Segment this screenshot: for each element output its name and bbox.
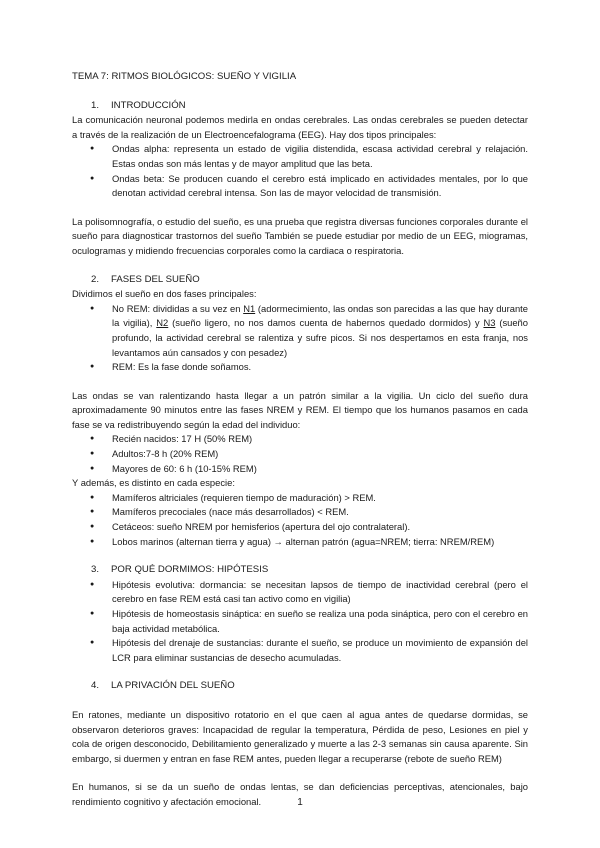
paragraph-fases-intro: Dividimos el sueño en dos fases principales: [72,288,257,300]
bullet-list-hipotesis [72,578,528,666]
paragraph-humanos: En humanos, si se da un sueño de ondas lentas, se dan deficiencias perceptivas, atencionales, bajo rendimiento cognitivo y afectación emocional. [72,781,528,807]
list-item-nrem: ● No REM: divididas a su vez en N1 (adormecimiento, las ondas son parecidas a las que hay durante la vigilia), N2 (sueño ligero, no nos damos cuenta de habernos quedado dormidos) y N3 (sueño profundo, la actividad cerebral se ralentiza y sufre picos. Si nos despertamos en esta franja, nos levantamos aún cansados y con pesadez) [72,302,528,360]
list-item: ● Mayores de 60: 6 h (10-15% REM) [72,462,528,477]
paragraph-polisomnografia: La polisomnografía, o estudio del sueño, es una prueba que registra diversas funciones corporales durante el sueño para diagnosticar trastornos del sueño También se puede estudiar por medio de un EEG, miogramas, oculogramas y midiendo frecuencias corporales como la cardiaca o respiratoria. [72,215,528,256]
n3-label: N3 [483,317,496,329]
section-heading-hipotesis [91,563,528,578]
list-item: ● Adultos:7-8 h (20% REM) [72,447,528,462]
section-title: LA PRIVACIÓN DEL SUEÑO [111,680,235,692]
list-item: ● Lobos marinos (alternan tierra y agua) → alternan patrón (agua=NREM; tierra: NREM/REM) [72,535,528,550]
paragraph-ciclo: Las ondas se van ralentizando hasta llegar a un patrón similar a la vigilia. Un ciclo del sueño dura aproximadamente 90 minutos entre las fases NREM y REM. El tiempo que los humanos pasamos en cada fase se va redistribuyendo según la edad del individuo: [72,389,528,430]
section-title: INTRODUCCIÓN [111,99,186,111]
document-title: TEMA 7: RITMOS BIOLÓGICOS: SUEÑO Y VIGILIA [72,71,297,82]
section-title: FASES DEL SUEÑO [111,273,200,285]
section-heading-fases [91,273,528,288]
bullet-list-especies [72,491,528,549]
section-number: 1. [91,99,100,111]
list-item: ● Hipótesis del drenaje de sustancias: durante el sueño, se produce un movimiento de expansión del LCR para eliminar sustancias de desecho acumuladas. [72,636,528,665]
list-item-rem: ● REM: Es la fase donde soñamos. [72,360,528,375]
list-item: ● Cetáceos: sueño NREM por hemisferios (apertura del ojo contralateral). [72,520,528,535]
n1-label: N1 [243,302,256,314]
section-heading-privacion [91,679,528,694]
document-page [72,70,528,810]
bullet-list-ondas [72,142,528,200]
paragraph-intro: La comunicación neuronal podemos medirla en ondas cerebrales. Las ondas cerebrales se pueden detectar a través de la realización de un Electroencefalograma (EEG). Hay dos tipos principales: [72,114,528,140]
page-number: 1 [297,797,303,808]
list-item: ● Hipótesis de homeostasis sináptica: en sueño se realiza una poda sináptica, pero con el cerebro en baja actividad metabólica. [72,607,528,636]
bullet-list-edades [72,432,528,476]
section-number: 4. [91,680,100,692]
section-number: 2. [91,273,100,285]
list-item: ● Ondas alpha: representa un estado de vigilia distendida, escasa actividad cerebral y relajación. Estas ondas son más lentas y de mayor amplitud que las beta. [72,142,528,171]
list-item: ● Recién nacidos: 17 H (50% REM) [72,432,528,447]
list-item: ● Mamíferos precociales (nace más desarrollados) < REM. [72,505,528,520]
list-item: ● Ondas beta: Se producen cuando el cerebro está implicado en actividades mentales, por lo que denotan actividad cerebral intensa. Son las de mayor velocidad de transmisión. [72,172,528,201]
bullet-list-fases [72,302,528,375]
paragraph-ratones: En ratones, mediante un dispositivo rotatorio en el que caen al agua antes de quedarse dormidas, se observaron deterioros graves: Incapacidad de regular la temperatura, Pérdida de peso, Lesiones en piel y cola de origen desconocido, Debilitamiento generalizado y muerte a las 2-3 semanas sin causa aparente. Sin embargo, si duermen y entran en fase REM antes, pueden llegar a recuperarse (rebote de sueño REM) [72,708,528,764]
section-number: 3. [91,564,100,576]
section-heading-introduccion [91,99,528,114]
section-title: POR QUÉ DORMIMOS: HIPÓTESIS [111,564,269,576]
n2-label: N2 [156,317,169,329]
paragraph-especies: Y además, es distinto en cada especie: [72,477,235,489]
list-item: ● Mamíferos altriciales (requieren tiempo de maduración) > REM. [72,491,528,506]
list-item: ● Hipótesis evolutiva: dormancia: se necesitan lapsos de tiempo de inactividad cerebral (pero el cerebro en fase REM está casi tan activo como en vigilia) [72,578,528,607]
